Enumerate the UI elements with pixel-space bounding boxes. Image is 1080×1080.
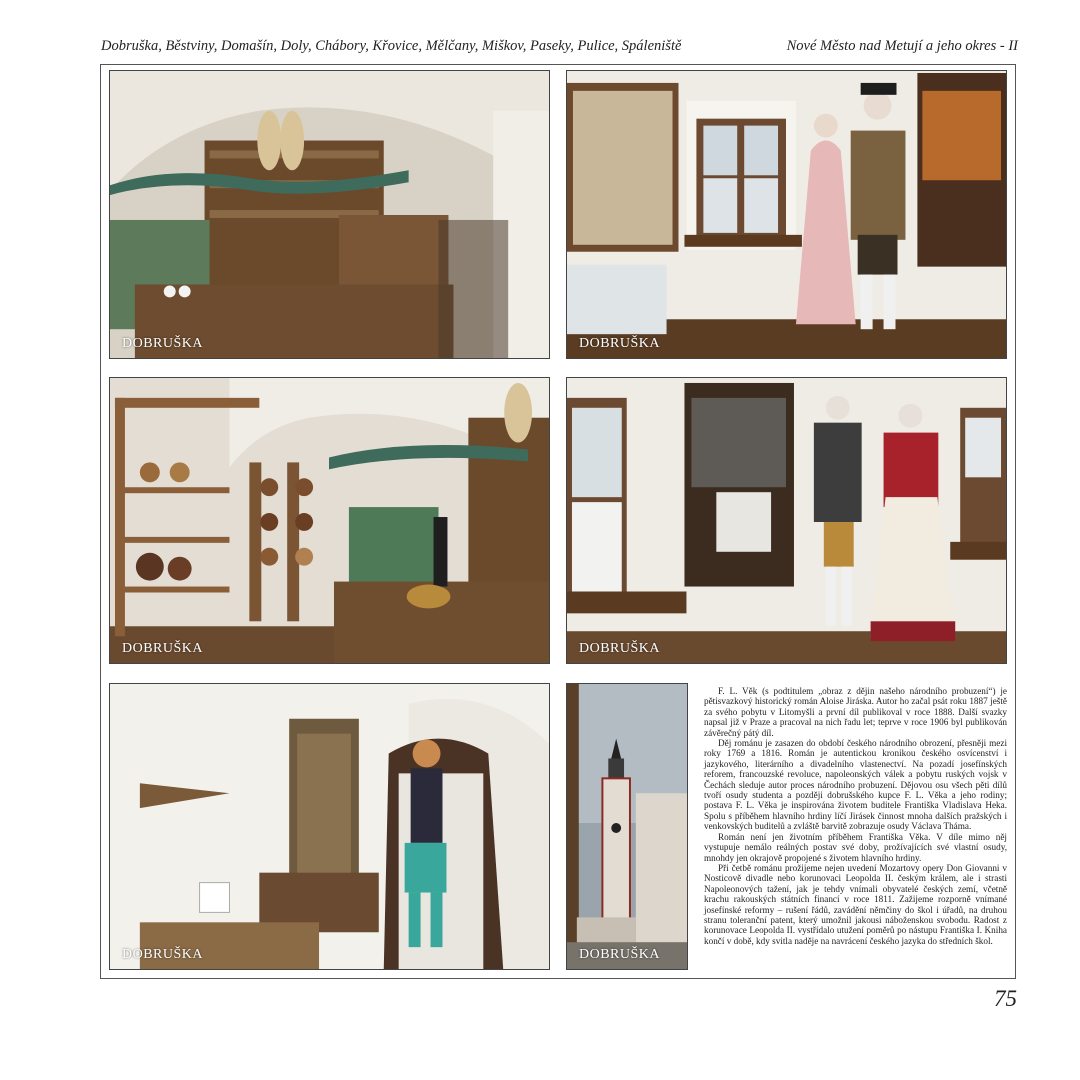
photo-cellar-doorway [109, 683, 550, 970]
running-header-left: Dobruška, Běstviny, Domašín, Doly, Chábory, Křovice, Mělčany, Miškov, Paseky, Pulice, Spáleniště [101, 38, 682, 54]
running-header-right: Nové Město nad Metují a jeho okres - II [786, 38, 1018, 54]
photo-caption: DOBRUŠKA [579, 641, 661, 656]
photo-tower-image [567, 684, 687, 969]
photo-caption: DOBRUŠKA [579, 336, 661, 351]
photo-pharmacy-image [110, 71, 549, 358]
page-number: 75 [994, 986, 1017, 1011]
photo-cellar-image [110, 684, 549, 969]
photo-church-tower [566, 683, 688, 970]
photo-pottery-image [110, 378, 549, 663]
article-paragraph: Román není jen životním příběhem Františka Věka. V díle mimo něj vystupuje nemálo reálných postav své doby, prožívajících své vlastní osudy, mnohdy jen okrajově propojené s životem hlavního hrdiny. [704, 831, 1007, 863]
photo-costumes-image [567, 71, 1006, 358]
photo-costumes-window [566, 70, 1007, 359]
article-paragraph: Děj románu je zasazen do období českého národního obrození, přesněji mezi roky 1769 a 1816. Román je autentickou kronikou českého osvícenství i jazykového, literárního a divadelního vlastenectví. Na pozadí josefínských reforem, francouzské revoluce, napoleonských válek a pobytu ruských vojsk v Čechách sleduje autor proces národního probuzení. Dějovou osu všech pěti dílů tvoří osudy studenta a později dobrušského kupce F. L. Věka a jeho rodiny; postava F. L. Věka je inspirována životem buditele Františka Vladislava Heka. Spolu s příběhem hlavního hrdiny líčí Jirásek činnost mnoha dalších pražských i venkovských buditelů a zvláště barvitě zobrazuje osudy Václava Tháma. [704, 738, 1007, 832]
photo-caption: DOBRUŠKA [122, 947, 204, 962]
article-text [704, 686, 1007, 946]
article-paragraph: Při četbě románu prožijeme nejen uvedení Mozartovy opery Don Giovanni v Nosticově divadle nebo korunovaci Leopolda II. českým králem, ale i strasti Napoleonových tažení, jak je tehdy vnímali obyvatelé českých zemí, včetně krachu rakouských státních financí v roce 1811. Zažijeme rozporně vnímané josefínské reformy – rušení řádů, zavádění němčiny do škol i úřadů, na druhou stranu toleranční patent, který umožnil jakousi náboženskou svobodu. Radost z korunovace Leopolda II. vystřídalo utužení poměrů po nástupu Františka I. Kniha končí v době, kdy svitla naděje na navrácení českého jazyka do středních škol. [704, 862, 1007, 946]
photo-costumes-exhibition [566, 377, 1007, 664]
photo-pottery-shelves [109, 377, 550, 664]
photo-pharmacy-interior [109, 70, 550, 359]
photo-caption: DOBRUŠKA [122, 336, 204, 351]
photo-exhibition-image [567, 378, 1006, 663]
photo-caption: DOBRUŠKA [122, 641, 204, 656]
photo-caption: DOBRUŠKA [579, 947, 661, 962]
article-paragraph: F. L. Věk (s podtitulem „obraz z dějin našeho národního probuzení“) je pětisvazkový historický román Aloise Jiráska. Autor ho začal psát roku 1887 ještě za svého pobytu v Litomyšli a první díl publikoval v roce 1888. Další svazky napsal již v Praze a pracoval na nich řadu let; teprve v roce 1906 byl publikován závěrečný pátý díl. [704, 686, 1007, 738]
